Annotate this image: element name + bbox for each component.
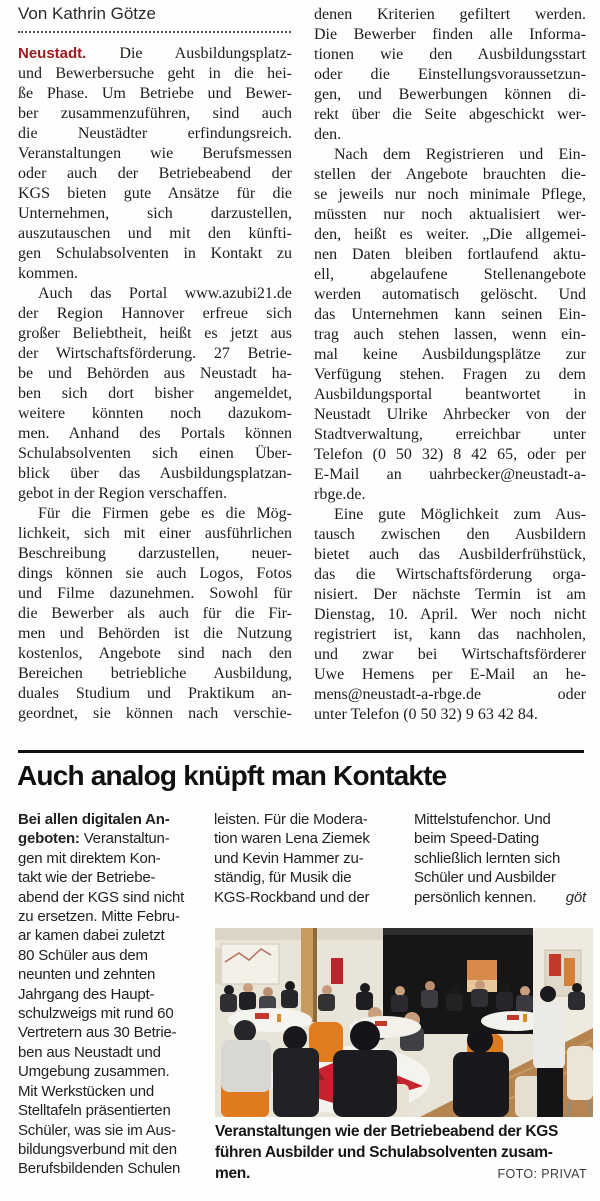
- article1-left-column: [18, 44, 292, 724]
- text-line: Bei allen digitalen An-: [18, 811, 170, 828]
- text-line: Telefon (0 50 32) 8 42 65, oder per: [314, 446, 586, 463]
- text-line: Beschreibung darzustellen, neuer-: [18, 545, 292, 562]
- text-line: Schüler und Ausbilder: [414, 869, 556, 887]
- event-photo-illustration: [215, 928, 593, 1117]
- text-line: und Bewerbersuche geht in die hei-: [18, 65, 292, 82]
- text-line: mens@neustadt-a-rbge.de oder: [314, 686, 586, 703]
- text-line: denen Kriterien gefiltert werden.: [314, 6, 586, 23]
- byline: Von Kathrin Götze: [18, 4, 156, 23]
- text-line: und Filme dazunehmen. Sowohl für: [18, 585, 292, 602]
- text-line: Auch das Portal www.azubi21.de: [38, 285, 292, 302]
- text-line: KGS-Rockband und der: [214, 888, 370, 906]
- text-line: mal keine Ausbildungsplätze zur: [314, 346, 586, 363]
- text-line: takt wie der Betriebe-: [18, 869, 156, 887]
- byline-rule: [18, 31, 291, 33]
- text-line: ar kamen dabei zuletzt: [18, 927, 165, 945]
- article2-column-1: [18, 810, 206, 1179]
- text-line: Neustadt. Die Ausbildungsplatz-: [18, 45, 292, 62]
- text-line: rbge.de.: [314, 486, 366, 503]
- author-initials: göt: [565, 888, 586, 906]
- text-line: kommen.: [18, 265, 78, 282]
- text-line: gen Schulabsolventen in Kontakt zu: [18, 245, 292, 262]
- article1-right-column: [314, 5, 586, 725]
- text-line: men und Behörden ist die Nutzung: [18, 625, 292, 642]
- text-line: E-Mail an uahrbecker@neustadt-a-: [314, 466, 586, 483]
- text-line: geordnet, sie können nach verschie-: [18, 705, 292, 722]
- text-line: Mittelstufenchor. Und: [414, 811, 551, 828]
- text-line: führen Ausbilder und Schulabsolventen zusam-: [215, 1144, 553, 1161]
- text-line: Jahrgang des Haupt-: [18, 985, 155, 1003]
- text-line: Unternehmen, sich darzustellen,: [18, 205, 292, 222]
- text-line: der Region Hannover erfreue sich: [18, 305, 292, 322]
- text-line: Veranstaltungen wie Berufsmessen: [18, 145, 292, 162]
- text-line: Verfügung stehen. Fragen zu dem: [314, 366, 586, 383]
- text-line: blick über das Ausbildungsplatzan-: [18, 465, 292, 482]
- text-line: neunten und zehnten: [18, 966, 156, 984]
- text-line: zu ersetzen. Mitte Febru-: [18, 908, 180, 926]
- text-line: gen, und Bewerbungen können di-: [314, 86, 586, 103]
- text-line: KGS bieten gute Ansätze für die: [18, 185, 292, 202]
- photo-red-door: [331, 958, 343, 984]
- text-line: ständig, für Musik die: [214, 869, 352, 887]
- text-line: duales Studium und Praktikum an-: [18, 685, 292, 702]
- text-line: beim Speed-Dating: [414, 830, 540, 848]
- text-line: werden automatisch gelöscht. Und: [314, 286, 586, 303]
- text-line: das die Wirtschaftsförderung orga-: [314, 566, 586, 583]
- text-line: Nach dem Registrieren und Ein-: [334, 146, 586, 163]
- text-line: auszutauschen und mit den künfti-: [18, 225, 292, 242]
- text-line: abend der KGS sind nicht: [18, 888, 185, 906]
- text-line: die Neustädter erfindungsreich.: [18, 125, 292, 142]
- text-line: men. Anhand des Portals können: [18, 425, 292, 442]
- text-line: Für die Firmen gebe es die Mög-: [38, 505, 292, 522]
- text-line: kostenlos, Angebote sind nach den: [18, 645, 292, 662]
- text-line: trag auch stehen lassen, wenn ein-: [314, 326, 586, 343]
- text-line: leisten. Für die Modera-: [214, 811, 368, 828]
- text-line: den.: [314, 126, 342, 143]
- text-line: lichkeit, sich mit einer ausführlichen: [18, 525, 292, 542]
- text-line: Uwe Hemens per E-Mail an he-: [314, 666, 586, 683]
- text-line: Mit Werkstücken und: [18, 1082, 154, 1100]
- text-line: persönlich kennen. göt: [414, 888, 586, 906]
- text-line: oder auch der Betriebeabend der: [18, 165, 292, 182]
- text-line: schulzweigs mit rund 60: [18, 1005, 174, 1023]
- text-line: registriert ist, kann das nachholen,: [314, 626, 586, 643]
- text-line: ben sich dort bisher angemeldet,: [18, 385, 292, 402]
- photo-wall-art: [221, 944, 279, 984]
- text-line: Bereichen betriebliche Ausbildung,: [18, 665, 292, 682]
- text-line: men. FOTO: PRIVAT: [215, 1163, 587, 1185]
- text-line: das Unternehmen kann seinen Ein-: [314, 306, 586, 323]
- text-line: ben aus Neustadt und: [18, 1043, 161, 1061]
- text-line: Vertretern aus 30 Betrie-: [18, 1024, 177, 1042]
- text-line: Stadtverwaltung, erreichbar unter: [314, 426, 586, 443]
- text-line: Schüler, was sie im Aus-: [18, 1121, 176, 1139]
- text-line: geboten: Veranstaltun-: [18, 830, 170, 848]
- text-line: unter Telefon (0 50 32) 9 63 42 84.: [314, 706, 538, 723]
- text-line: Schulabsolventen sich einen Über-: [18, 445, 292, 462]
- article2-headline: Auch analog knüpft man Kontakte: [17, 760, 447, 791]
- text-line: rekt über die Seite abgeschickt wer-: [314, 106, 586, 123]
- article2-column-3: [414, 810, 586, 907]
- text-line: nen Daten bleiben fortlaufend aktu-: [314, 246, 586, 263]
- text-line: weitere könnten noch dazukom-: [18, 405, 292, 422]
- text-line: gebot in der Region verschaffen.: [18, 485, 227, 502]
- text-line: stellen der Angebote brauchten die-: [314, 166, 586, 183]
- text-line: dings können sie auch Logos, Fotos: [18, 565, 292, 582]
- text-line: bildungsverbund mit den: [18, 1140, 177, 1158]
- text-line: Ausbildungsportal beantwortet in: [314, 386, 586, 403]
- text-line: gen mit direktem Kon-: [18, 849, 161, 867]
- article2-column-2: [214, 810, 394, 907]
- text-line: tion waren Lena Ziemek: [214, 830, 370, 848]
- text-line: se jeweils nur noch minimale Pflege,: [314, 186, 586, 203]
- text-line: großer Beliebtheit, heißt es jetzt aus: [18, 325, 292, 342]
- text-line: ße Phase. Um Betriebe und Bewer-: [18, 85, 292, 102]
- photo-caption: [215, 1121, 587, 1185]
- text-line: 80 Schüler aus dem: [18, 946, 148, 964]
- text-line: be und Behörden aus Neustadt ha-: [18, 365, 292, 382]
- text-line: die Bewerber als auch für die Fir-: [18, 605, 292, 622]
- text-line: Die Bewerber finden alle Informa-: [314, 26, 586, 43]
- text-line: Stelltafeln präsentierten: [18, 1102, 171, 1120]
- event-photo: [215, 928, 593, 1117]
- text-line: nisiert. Der nächste Termin ist am: [314, 586, 586, 603]
- text-line: bietet auch das Ausbilderfrühstück,: [314, 546, 586, 563]
- text-line: Berufsbildenden Schulen: [18, 1160, 181, 1178]
- text-line: Veranstaltungen wie der Betriebeabend der KGS: [215, 1123, 559, 1140]
- photo-credit: FOTO: PRIVAT: [497, 1167, 587, 1181]
- text-line: tionen wie den Ausbildungsstart: [314, 46, 586, 63]
- section-divider-rule: [18, 750, 584, 753]
- text-line: den, heißt es weiter. „Die allgemei-: [314, 226, 586, 243]
- text-line: ell, abgelaufene Stellenangebote: [314, 266, 586, 283]
- text-line: der Wirtschaftsförderung. 27 Betrie-: [18, 345, 292, 362]
- text-line: und zwar bei Wirtschaftsförderer: [314, 646, 586, 663]
- text-line: tausch zwischen den Ausbildern: [314, 526, 586, 543]
- text-line: ber zusammenzuführen, sind auch: [18, 105, 292, 122]
- photo-standing-person: [533, 986, 565, 1117]
- text-line: und Kevin Hammer zu-: [214, 849, 364, 867]
- text-line: Neustadt Ulrike Ahrbecker von der: [314, 406, 586, 423]
- lead-in: Neustadt.: [18, 45, 87, 62]
- text-line: Eine gute Möglichkeit zum Aus-: [334, 506, 586, 523]
- text-line: oder die Einstellungsvoraussetzun-: [314, 66, 586, 83]
- text-line: schließlich lernten sich: [414, 849, 561, 867]
- text-line: Umgebung zusammen.: [18, 1063, 170, 1081]
- text-line: müssten nur noch aktualisiert wer-: [314, 206, 586, 223]
- text-line: Dienstag, 10. April. Wer noch nicht: [314, 606, 586, 623]
